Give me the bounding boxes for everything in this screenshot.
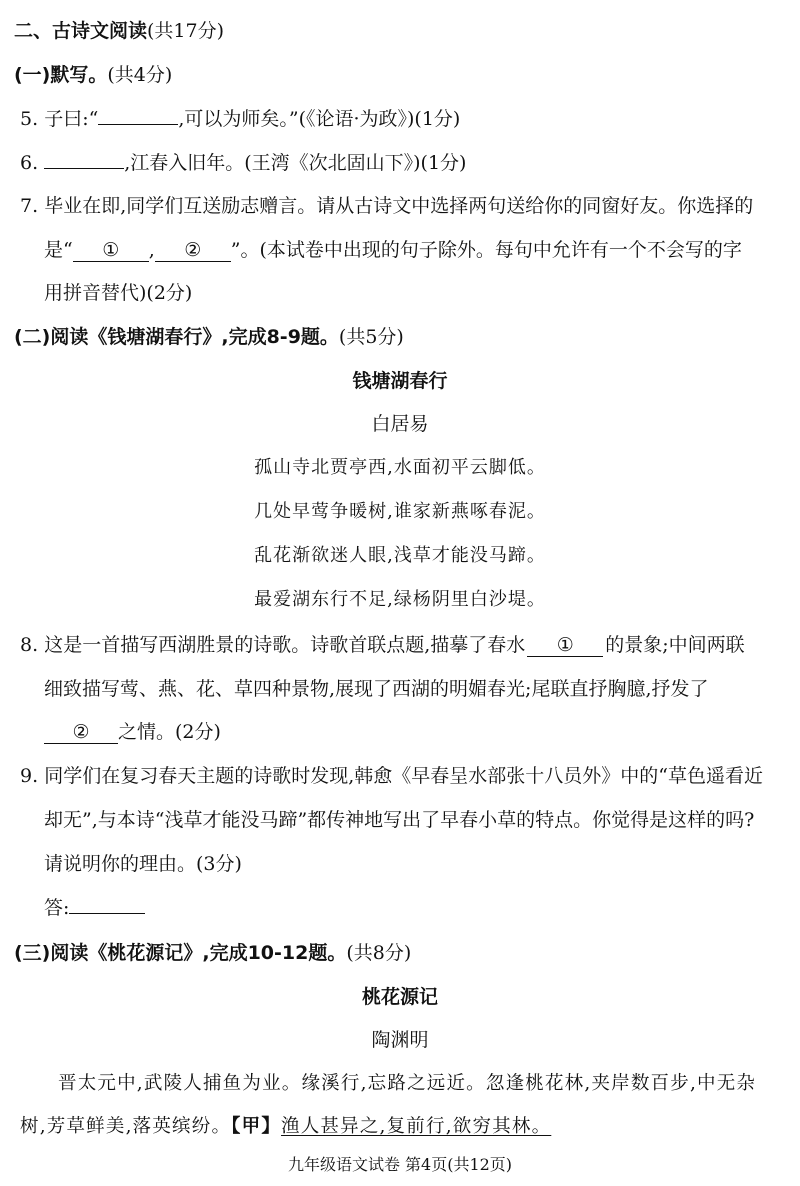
q7-text-2b: ”。(本试卷中出现的句子除外。每句中允许有一个不会写的字 <box>230 239 742 261</box>
part1-title: (一)默写。 <box>14 64 108 86</box>
section-score: (共17分) <box>147 20 225 42</box>
q8-text-2: 细致描写莺、燕、花、草四种景物,展现了西湖的明媚春光;尾联直抒胸臆,抒发了 <box>44 678 709 700</box>
section-title: 二、古诗文阅读 <box>14 20 148 42</box>
poem-line-4: 最爱湖东行不足,绿杨阴里白沙堤。 <box>254 589 546 610</box>
q7-text-3: 用拼音替代)(2分) <box>44 282 193 304</box>
q8-blank-2[interactable]: ② <box>44 721 118 744</box>
question-8-line2 <box>44 676 708 702</box>
part1-score: (共4分) <box>107 64 173 86</box>
poem-author: 白居易 <box>371 413 429 435</box>
q9-text-2: 却无”,与本诗“浅草才能没马蹄”都传神地写出了早春小草的特点。你觉得是这样的吗? <box>44 809 755 831</box>
prose-line-2 <box>20 1114 551 1140</box>
question-9-line2 <box>44 807 754 833</box>
part1-heading <box>14 62 172 88</box>
part2-score: (共5分) <box>338 326 404 348</box>
q6-answer-blank[interactable] <box>44 168 124 169</box>
q7-text-1: 毕业在即,同学们互送励志赠言。请从古诗文中选择两句送给你的同窗好友。你选择的 <box>44 195 754 217</box>
q7-comma: , <box>148 239 155 261</box>
q9-answer-blank[interactable] <box>69 913 145 914</box>
prose-title: 桃花源记 <box>361 986 438 1008</box>
part3-score: (共8分) <box>346 942 412 964</box>
q5-answer-blank[interactable] <box>98 124 178 125</box>
question-8-line1 <box>20 632 745 658</box>
poem-title: 钱塘湖春行 <box>352 370 448 392</box>
question-7-line3 <box>44 280 192 306</box>
poem-line-2: 几处早莺争暖树,谁家新燕啄春泥。 <box>254 501 546 522</box>
q9-number: 9. <box>20 765 39 787</box>
question-9-answer <box>44 895 145 921</box>
prose-author: 陶渊明 <box>371 1029 429 1051</box>
page-footer: 九年级语文试卷 第4页(共12页) <box>287 1155 513 1174</box>
q6-number: 6. <box>20 152 39 174</box>
q7-text-2a: 是“ <box>44 239 73 261</box>
q6-suffix: ,江春入旧年。(王湾《次北固山下》)(1分) <box>124 152 467 174</box>
section-heading <box>14 18 224 44</box>
part3-heading <box>14 940 411 966</box>
question-7-line2 <box>44 237 742 263</box>
q7-blank-1[interactable]: ① <box>73 239 149 262</box>
q9-text-1: 同学们在复习春天主题的诗歌时发现,韩愈《早春呈水部张十八员外》中的“草色遥看近 <box>44 765 763 787</box>
poem-line-1: 孤山寺北贾亭西,水面初平云脚低。 <box>254 457 546 478</box>
prose-text-2a: 树,芳草鲜美,落英缤纷。 <box>20 1116 232 1137</box>
q7-blank-2[interactable]: ② <box>155 239 231 262</box>
answer-label: 答: <box>44 897 70 919</box>
q8-text-3: 之情。(2分) <box>118 721 221 743</box>
prose-line-1: 晋太元中,武陵人捕鱼为业。缘溪行,忘路之远近。忽逢桃花林,夹岸数百步,中无杂 <box>58 1073 757 1094</box>
q8-number: 8. <box>20 634 39 656</box>
part2-title: (二)阅读《钱塘湖春行》,完成8-9题。 <box>14 326 339 348</box>
q7-number: 7. <box>20 195 39 217</box>
q5-number: 5. <box>20 108 39 130</box>
question-9-line3 <box>44 851 242 877</box>
q5-suffix: ,可以为师矣。”(《论语·为政》)(1分) <box>178 108 461 130</box>
q8-text-1a: 这是一首描写西湖胜景的诗歌。诗歌首联点题,描摹了春水 <box>44 634 526 656</box>
question-5 <box>20 106 460 132</box>
question-9-line1 <box>20 763 763 789</box>
q9-text-3: 请说明你的理由。(3分) <box>44 853 242 875</box>
q8-blank-1[interactable]: ① <box>527 634 603 657</box>
part3-title: (三)阅读《桃花源记》,完成10-12题。 <box>14 942 347 964</box>
question-8-line3 <box>44 719 221 745</box>
poem-line-3: 乱花渐欲迷人眼,浅草才能没马蹄。 <box>254 545 546 566</box>
question-7-line1 <box>20 193 753 219</box>
part2-heading <box>14 324 404 350</box>
underlined-sentence-jia: 渔人甚异之,复前行,欲穷其林。 <box>281 1116 552 1137</box>
passage-mark-jia: 【甲】 <box>231 1116 282 1137</box>
question-6 <box>20 150 466 176</box>
q8-text-1b: 的景象;中间两联 <box>605 634 745 656</box>
q5-prefix: 子曰:“ <box>44 108 99 130</box>
